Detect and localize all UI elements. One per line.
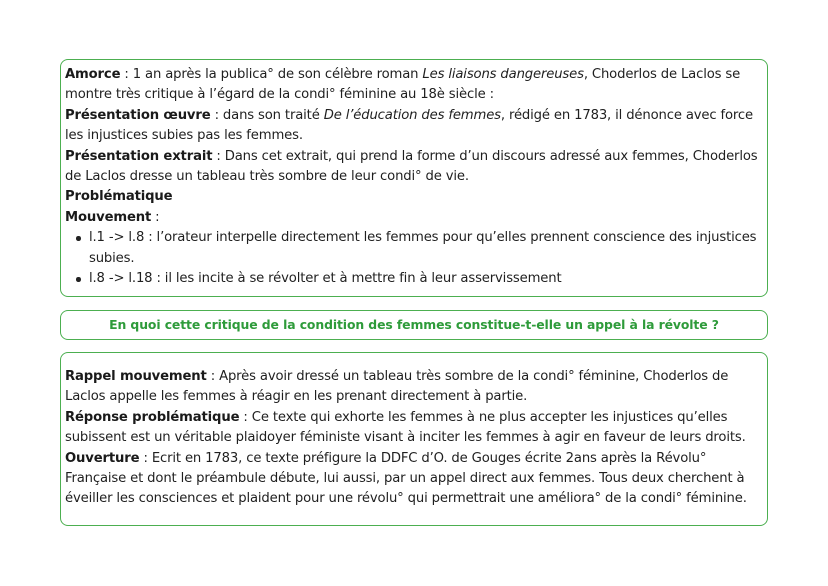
mouvement-item-2: l.8 -> l.18 : il les incite à se révolter et à mettre fin à leur asservissement bbox=[89, 269, 759, 289]
rappel-mouvement-paragraph bbox=[65, 367, 759, 408]
amorce-label: Amorce bbox=[65, 67, 121, 82]
presentation-oeuvre-label: Présentation œuvre bbox=[65, 107, 211, 123]
ouverture-separator: : bbox=[139, 450, 152, 466]
reponse-problematique-paragraph bbox=[65, 408, 759, 449]
reponse-problematique-text: Ce texte qui exhorte les femmes à ne plus accepter les injustices qu’elles subissent est un véritable plaidoyer féministe visant à inciter les femmes à agir en faveur de leurs droits. bbox=[65, 409, 746, 446]
presentation-extrait-separator: : bbox=[212, 148, 225, 164]
presentation-oeuvre-treatise-title: De l’éducation des femmes bbox=[323, 107, 501, 123]
presentation-oeuvre-paragraph bbox=[65, 106, 759, 147]
introduction-box bbox=[60, 59, 768, 297]
ouverture-label: Ouverture bbox=[65, 450, 140, 466]
mouvement-separator: : bbox=[151, 209, 160, 225]
presentation-oeuvre-separator: : bbox=[210, 107, 223, 123]
problematique-label: Problématique bbox=[65, 189, 173, 205]
ouverture-paragraph bbox=[65, 449, 759, 510]
rappel-mouvement-separator: : bbox=[206, 369, 220, 384]
amorce-separator: : bbox=[120, 67, 133, 82]
amorce-text-after: , Choderlos de Laclos se montre très critique à l’égard de la condi° féminine au 18è siècle : bbox=[65, 67, 741, 103]
amorce-paragraph bbox=[65, 65, 759, 106]
rappel-mouvement-text: Après avoir dressé un tableau très sombre de la condi° féminine, Choderlos de Laclos appelle les femmes à réagir en les prenant directement à partie. bbox=[65, 369, 729, 405]
amorce-text-before: 1 an après la publica° de son célèbre roman bbox=[132, 67, 423, 82]
presentation-oeuvre-text-after: , rédigé en 1783, il dénonce avec force les injustices subies pas les femmes. bbox=[65, 107, 753, 144]
conclusion-box bbox=[60, 352, 768, 526]
reponse-problematique-separator: : bbox=[239, 409, 252, 425]
presentation-oeuvre-text-before: dans son traité bbox=[222, 107, 324, 123]
mouvement-item-1: l.1 -> l.8 : l’orateur interpelle directement les femmes pour qu’elles prennent conscience des injustices subies. bbox=[89, 228, 759, 269]
presentation-extrait-text: Dans cet extrait, qui prend la forme d’un discours adressé aux femmes, Choderlos de Laclos dresse un tableau très sombre de leur condi° de vie. bbox=[65, 148, 758, 185]
problematique-question-box bbox=[60, 310, 768, 340]
mouvement-paragraph bbox=[65, 208, 759, 228]
presentation-extrait-paragraph bbox=[65, 147, 759, 188]
problematique-question: En quoi cette critique de la condition des femmes constitue-t-elle un appel à la révolte ? bbox=[109, 316, 719, 332]
rappel-mouvement-label: Rappel mouvement bbox=[65, 369, 207, 384]
amorce-novel-title: Les liaisons dangereuses bbox=[422, 67, 584, 82]
problematique-paragraph bbox=[65, 187, 759, 207]
presentation-extrait-label: Présentation extrait bbox=[65, 148, 213, 164]
ouverture-text: Ecrit en 1783, ce texte préfigure la DDFC d’O. de Gouges écrite 2ans après la Révolu° Française et dont le préambule débute, lui aussi, par un appel direct aux femmes. Tous deux cherchent à éveiller les consciences et plaident pour une révolu° qui permettrait une améliora° de la condi° féminine. bbox=[65, 450, 747, 507]
mouvement-list bbox=[65, 228, 759, 289]
reponse-problematique-label: Réponse problématique bbox=[65, 409, 240, 425]
mouvement-label: Mouvement bbox=[65, 209, 152, 225]
